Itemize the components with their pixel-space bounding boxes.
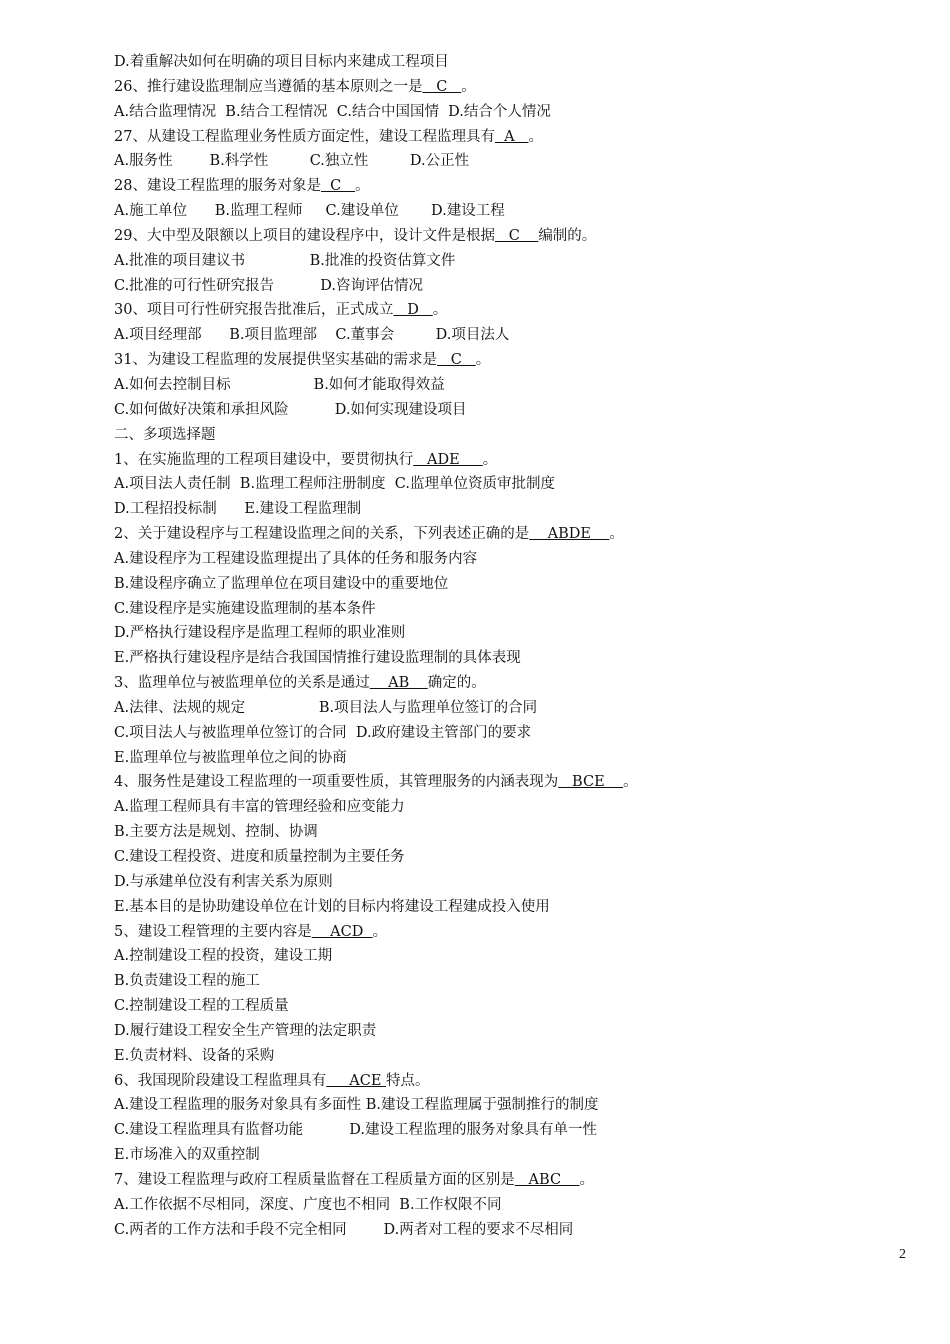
line-text: A.服务性 B.科学性 C.独立性 D.公正性 [114,153,470,170]
line-text: E.市场准入的双重控制 [114,1147,260,1164]
line-text: C.批准的可行性研究报告 D.咨询评估情况 [114,277,423,294]
text-line [114,348,914,373]
line-text: 29、大中型及限额以上项目的建设程序中，设计文件是根据 [114,227,495,244]
line-text: B.主要方法是规划、控制、协调 [114,824,318,841]
answer-blank: AB [369,675,428,692]
answer-blank: BCE [558,774,624,791]
answer-blank: C [320,178,356,195]
line-text-tail: 。 [355,178,370,195]
text-line [114,671,914,696]
line-text-tail: 。 [432,302,448,319]
text-line [114,373,914,398]
line-text: 5、建设工程管理的主要内容是 [114,923,312,940]
text-line [114,75,914,100]
line-text: A.建设程序为工程建设监理提出了具体的任务和服务内容 [114,550,478,567]
line-text-tail: 。 [482,451,498,468]
text-line [114,174,914,199]
text-line [114,969,914,994]
text-line [114,298,914,323]
line-text: A.如何去控制目标 B.如何才能取得效益 [114,376,445,393]
line-text: C.两者的工作方法和手段不完全相同 D.两者对工程的要求不尽相同 [114,1221,574,1238]
text-line [114,149,914,174]
line-text: E.负责材料、设备的采购 [114,1047,275,1064]
text-line [114,870,914,895]
text-line [114,597,914,622]
answer-blank: ABC [514,1171,580,1188]
answer-blank: D [393,302,433,319]
text-line [114,522,914,547]
text-line [114,1143,914,1168]
line-text: A.结合监理情况 B.结合工程情况 C.结合中国国情 D.结合个人情况 [114,103,551,120]
text-line [114,1069,914,1094]
line-text: A.控制建设工程的投资，建设工期 [114,948,333,965]
line-text: B.建设程序确立了监理单位在项目建设中的重要地位 [114,575,449,592]
line-text: E.严格执行建设程序是结合我国国情推行建设监理制的具体表现 [114,650,521,667]
line-text: C.控制建设工程的工程质量 [114,998,289,1015]
line-text-tail: 。 [579,1171,594,1188]
line-text: 1、在实施监理的工程项目建设中，要贯彻执行 [114,451,414,468]
line-text: C.建设程序是实施建设监理制的基本条件 [114,600,376,617]
answer-blank: C [422,78,462,95]
answer-blank: C [494,227,539,244]
line-text-tail: 确定的。 [427,675,486,692]
text-line [114,50,914,75]
line-text-tail: 。 [528,128,543,145]
text-line [114,448,914,473]
line-text: A.批准的项目建议书 B.批准的投资估算文件 [114,252,456,269]
line-text: D.与承建单位没有利害关系为原则 [114,873,333,890]
text-line [114,323,914,348]
line-text-tail: 编制的。 [538,227,597,244]
text-line [114,1193,914,1218]
text-line [114,895,914,920]
text-line [114,398,914,423]
text-line [114,547,914,572]
line-text: D.着重解决如何在明确的项目目标内来建成工程项目 [114,54,449,70]
line-text-tail: 。 [475,352,491,369]
line-text: C.项目法人与被监理单位签订的合同 D.政府建设主管部门的要求 [114,724,532,741]
text-line [114,621,914,646]
line-text: 4、服务性是建设工程监理的一项重要性质，其管理服务的内涵表现为 [114,774,559,791]
text-line [114,100,914,125]
line-text: 26、推行建设监理制应当遵循的基本原则之一是 [114,78,423,95]
text-line [114,1044,914,1069]
line-text: 28、建设工程监理的服务对象是 [114,178,321,195]
line-text: 6、我国现阶段建设工程监理具有 [114,1072,327,1089]
line-text-tail: 。 [609,526,624,543]
line-text: A.法律、法规的规定 B.项目法人与监理单位签订的合同 [114,699,538,716]
line-text: 2、关于建设程序与工程建设监理之间的关系，下列表述正确的是 [114,526,530,543]
line-text: 3、监理单位与被监理单位的关系是通过 [114,675,370,692]
text-line [114,1019,914,1044]
text-line [114,646,914,671]
text-line [114,770,914,795]
line-text: C.如何做好决策和承担风险 D.如何实现建设项目 [114,401,467,418]
line-text: 30、项目可行性研究报告批准后，正式成立 [114,302,394,319]
answer-blank: ADE [413,451,483,468]
text-line [114,845,914,870]
text-line [114,1218,914,1243]
text-line [114,497,914,522]
text-line [114,125,914,150]
line-text: C.建设工程监理具有监督功能 D.建设工程监理的服务对象具有单一性 [114,1122,597,1139]
line-text-tail: 。 [623,774,638,791]
answer-blank: A [494,128,529,145]
text-line [114,944,914,969]
page-number: 2 [899,1247,906,1262]
line-text: E.基本目的是协助建设单位在计划的目标内将建设工程建成投入使用 [114,898,550,915]
text-line [114,249,914,274]
text-line [114,224,914,249]
text-line [114,920,914,945]
line-text: C.建设工程投资、进度和质量控制为主要任务 [114,849,405,865]
line-text: 27、从建设工程监理业务性质方面定性，建设工程监理具有 [114,128,495,145]
line-text: A.施工单位 B.监理工程师 C.建设单位 D.建设工程 [114,203,505,220]
answer-blank: ABDE [529,526,610,543]
text-line [114,820,914,845]
text-line [114,274,914,299]
line-text: A.监理工程师具有丰富的管理经验和应变能力 [114,799,405,816]
line-text: A.项目法人责任制 B.监理工程师注册制度 C.监理单位资质审批制度 [114,476,555,493]
line-text: 31、为建设工程监理的发展提供坚实基础的需求是 [114,352,437,369]
answer-blank: ACE [326,1072,387,1089]
line-text-tail: 。 [461,78,476,95]
line-text: A.建设工程监理的服务对象具有多面性 B.建设工程监理属于强制推行的制度 [114,1097,599,1114]
text-line [114,795,914,820]
text-line [114,1168,914,1193]
line-text: 7、建设工程监理与政府工程质量监督在工程质量方面的区别是 [114,1171,515,1188]
line-text: B.负责建设工程的施工 [114,973,260,990]
text-line [114,1118,914,1143]
line-text-tail: 特点。 [386,1072,430,1089]
text-line [114,472,914,497]
text-line [114,572,914,597]
text-line [114,994,914,1019]
text-line [114,1093,914,1118]
line-text: A.工作依据不尽相同，深度、广度也不相同 B.工作权限不同 [114,1196,502,1213]
line-text: D.履行建设工程安全生产管理的法定职责 [114,1022,377,1039]
text-line [114,746,914,771]
line-text: D.工程招投标制 E.建设工程监理制 [114,501,362,518]
text-line [114,696,914,721]
text-line [114,721,914,746]
line-text: E.监理单位与被监理单位之间的协商 [114,749,347,766]
line-text: A.项目经理部 B.项目监理部 C.董事会 D.项目法人 [114,327,510,344]
answer-blank: ACD [311,923,373,940]
text-line [114,423,914,448]
text-line [114,199,914,224]
answer-blank: C [436,352,476,369]
line-text: D.严格执行建设程序是监理工程师的职业准则 [114,625,406,642]
document-body [114,50,914,1243]
line-text-tail: 。 [372,923,388,940]
line-text: 二、多项选择题 [114,426,216,443]
